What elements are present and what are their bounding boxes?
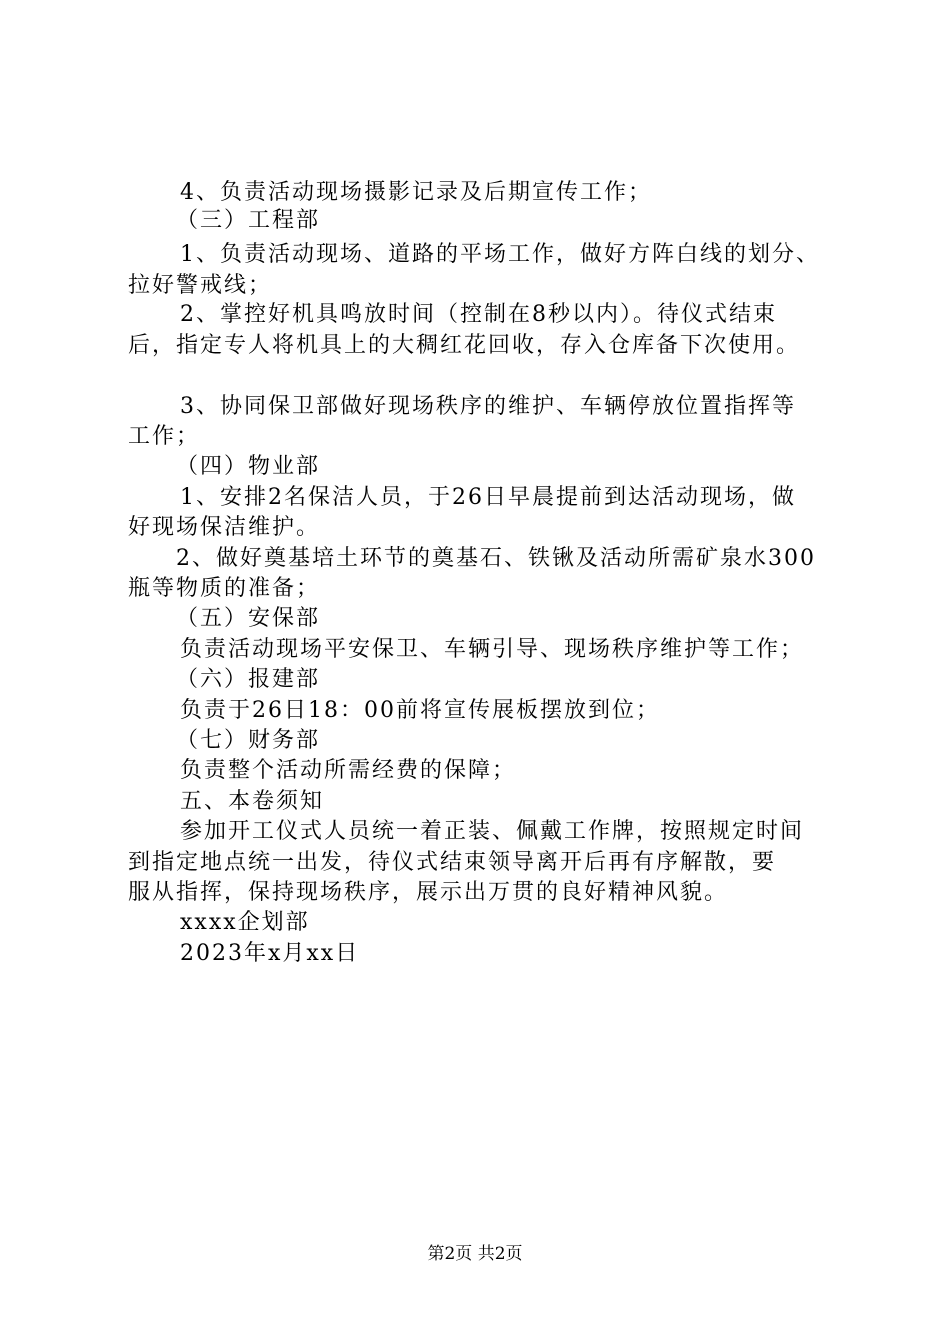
text-line: 3、协同保卫部做好现场秩序的维护、车辆停放位置指挥等	[180, 394, 796, 419]
text-line: 负责活动现场平安保卫、车辆引导、现场秩序维护等工作；	[180, 637, 805, 662]
page-number: 第2页 共2页	[427, 1244, 523, 1264]
section-heading: （五）安保部	[176, 606, 321, 631]
text-line: 2、做好奠基培土环节的奠基石、铁锹及活动所需矿泉水300	[176, 546, 816, 571]
text-line: 好现场保洁维护。	[128, 515, 321, 540]
section-heading: 五、本卷须知	[180, 789, 325, 814]
section-heading: （四）物业部	[176, 454, 321, 479]
text-line: 负责于26日18：00前将宣传展板摆放到位；	[180, 698, 660, 723]
section-heading: （三）工程部	[176, 208, 321, 233]
section-heading: （六）报建部	[176, 667, 321, 692]
text-line: 后，指定专人将机具上的大稠红花回收，存入仓库备下次使用。	[128, 333, 801, 358]
text-line: 工作；	[128, 424, 201, 449]
section-heading: （七）财务部	[176, 728, 321, 753]
text-line: 负责整个活动所需经费的保障；	[180, 758, 517, 783]
text-line: 到指定地点统一出发，待仪式结束领导离开后再有序解散，要	[128, 850, 777, 875]
text-line: 2、掌控好机具鸣放时间（控制在8秒以内）。待仪式结束	[180, 302, 777, 327]
text-line: 瓶等物质的准备；	[128, 576, 321, 601]
text-line: 1、负责活动现场、道路的平场工作，做好方阵白线的划分、	[180, 242, 820, 267]
text-line: 服从指挥，保持现场秩序，展示出万贯的良好精神风貌。	[128, 880, 729, 905]
signature-department: xxxx企划部	[180, 910, 310, 935]
text-line: 参加开工仪式人员统一着正装、佩戴工作牌，按照规定时间	[180, 819, 805, 844]
signature-date: 2023年x月xx日	[180, 941, 360, 966]
text-line: 拉好警戒线；	[128, 273, 273, 298]
text-line: 1、安排2名保洁人员，于26日早晨提前到达活动现场，做	[180, 485, 796, 510]
text-line: 4、负责活动现场摄影记录及后期宣传工作；	[180, 180, 652, 205]
